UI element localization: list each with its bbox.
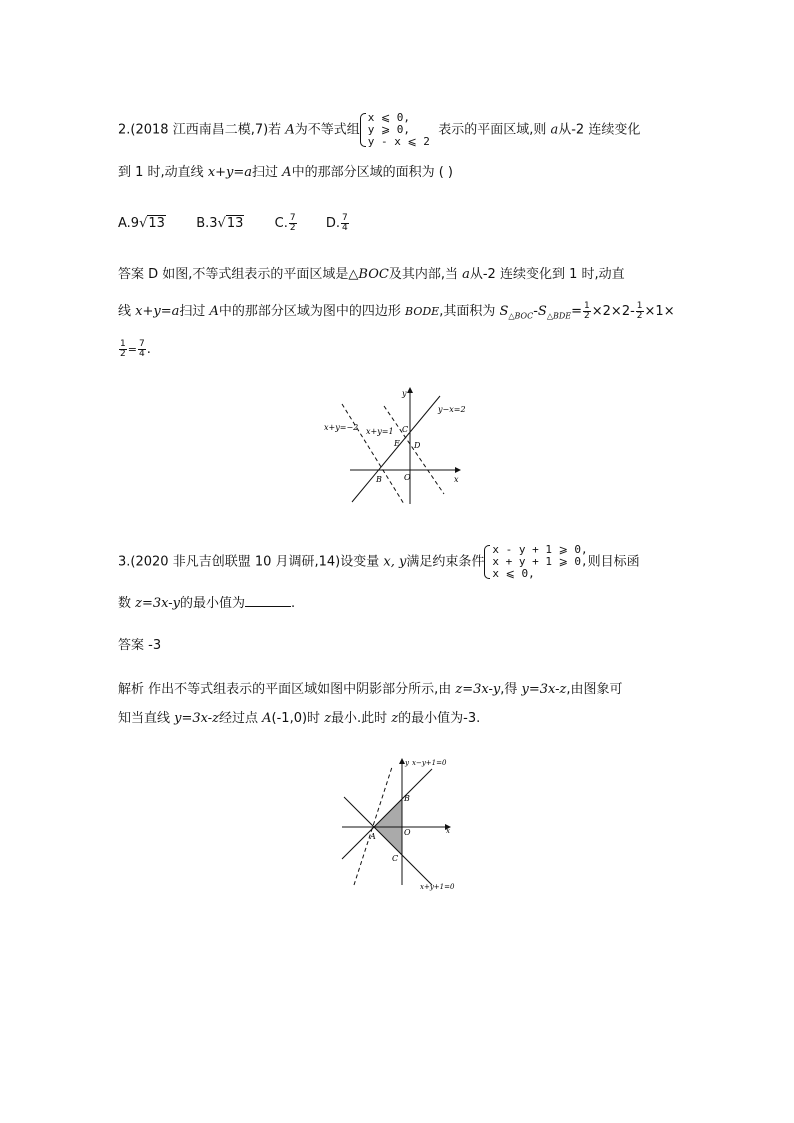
q3-line2: 数 z=3x-y的最小值为 . — [118, 596, 296, 611]
q2-line2: 到 1 时,动直线 x+y=a扫过 A中的那部分区域的面积为 ( ) — [118, 165, 453, 180]
label-top-line: x−y+1=0 — [412, 759, 447, 767]
label-bottom-line: x+y+1=0 — [420, 883, 455, 891]
label-x-plus-y-neg2: x+y=−2 — [324, 423, 359, 432]
option-d: D. $\frac{7}{4}$ — [325, 213, 348, 233]
q2-answer-line2: 线 x+y=a扫过 A中的那部分区域为图中的四边形 BODE,其面积为 $S_{\triangle BOC}-S_{\triangle BDE}=$ $\frac{1}{2}$ ×2×2- $\frac{1}{2}$ ×1× — [118, 301, 675, 321]
option-c: C. $\frac{7}{2}$ — [274, 213, 296, 233]
label-C: C — [402, 425, 409, 434]
line-x-plus-y-1 — [384, 406, 444, 494]
label-O: O — [404, 828, 411, 837]
q3-analysis-line1: 解析 作出不等式组表示的平面区域如图中阴影部分所示,由 z=3x-y,得 y=3x-z,由图象可 — [118, 682, 623, 697]
line-y-minus-x-2 — [352, 396, 440, 502]
label-y: y — [405, 759, 409, 767]
q2-answer-line3: $\frac{1}{2}$ = $\frac{7}{4}$ . — [120, 339, 151, 359]
var-A: A — [285, 122, 295, 138]
q2-answer-line1: 答案 D 如图,不等式组表示的平面区域是△BOC及其内部,当 a从-2 连续变化到 1 时,动直 — [118, 267, 625, 282]
label-x: x — [446, 827, 450, 835]
label-B: B — [404, 794, 410, 803]
label-y-minus-x: y−x=2 — [438, 405, 466, 414]
label-y: y — [402, 389, 407, 398]
q2-options — [118, 214, 350, 233]
q3-answer: 答案 -3 — [118, 638, 162, 653]
label-C: C — [392, 854, 399, 863]
line-x-plus-y-plus-1 — [344, 797, 432, 885]
label-x: x — [454, 475, 459, 484]
q3-system: x - y + 1 ⩾ 0, x + y + 1 ⩾ 0, x ⩽ 0, — [484, 544, 587, 580]
q3-figure — [338, 755, 458, 893]
option-b: B.3√13 — [196, 216, 244, 231]
label-D: D — [414, 441, 421, 450]
label-x-plus-y-1: x+y=1 — [366, 427, 394, 436]
label-A: A — [370, 832, 376, 841]
q3-line1: 3.(2020 非凡吉创联盟 10 月调研,14)设变量 x, y满足约束条件 x - y + 1 ⩾ 0, x + y + 1 ⩾ 0, x ⩽ 0, 则目标函 — [118, 543, 640, 580]
label-O: O — [404, 473, 411, 482]
q2-system: x ⩽ 0, y ⩾ 0, y - x ⩽ 2 — [360, 112, 430, 148]
label-E: E — [394, 439, 400, 448]
line-x-plus-y-neg2 — [342, 404, 404, 504]
option-a: A.9√13 — [118, 216, 165, 231]
q2-figure — [322, 382, 472, 510]
label-B: B — [376, 475, 382, 484]
q3-analysis-line2: 知当直线 y=3x-z经过点 A(-1,0)时 z最小.此时 z的最小值为-3. — [118, 711, 481, 726]
answer-blank — [245, 594, 291, 607]
q2-line1: 2.(2018 江西南昌二模,7)若 A为不等式组 x ⩽ 0, y ⩾ 0, y - x ⩽ 2 表示的平面区域,则 a从-2 连续变化 — [118, 111, 641, 148]
